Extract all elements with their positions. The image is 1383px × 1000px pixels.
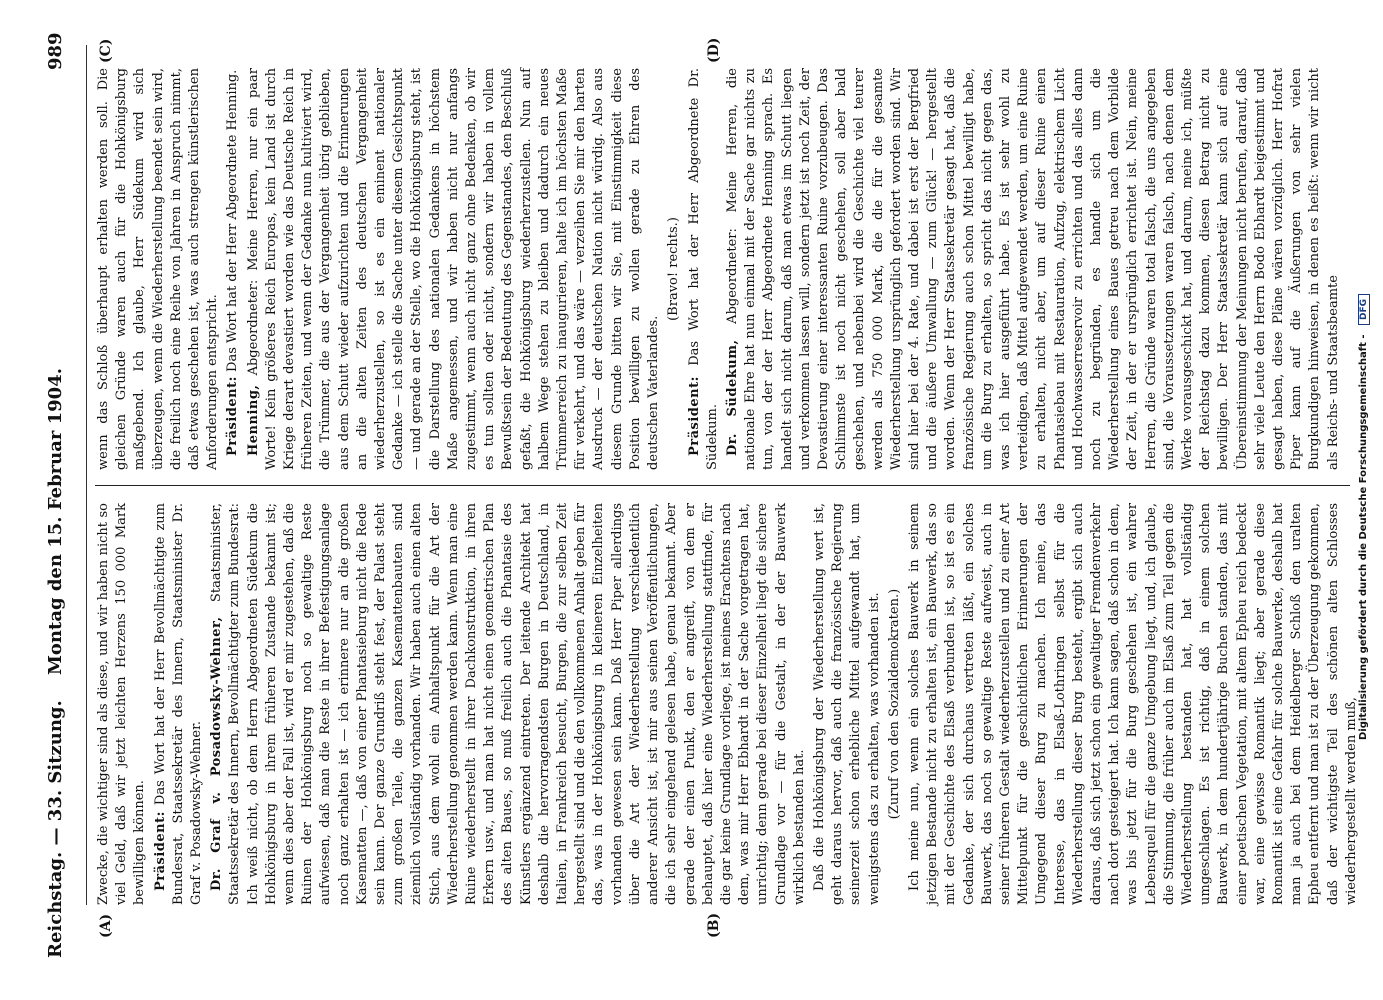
credit-text: Digitalisierung gefördert durch die Deutsche Forschungsgemeinschaft - <box>1358 334 1369 740</box>
paragraph-text: Das Wort hat der Herr Abgeordnete Henning. <box>225 69 241 372</box>
interjection: (Zuruf von den Sozialdemokraten.) <box>886 588 902 820</box>
paragraph <box>224 68 242 470</box>
speaker-name: Präsident: <box>686 376 702 456</box>
interjection: (Bravo! rechts.) <box>666 217 682 321</box>
paragraph <box>686 68 722 470</box>
digitization-credit <box>1358 40 1370 740</box>
header-date: Montag den 15. Februar 1904. <box>45 367 66 675</box>
paragraph-text: Abgeordneter: Meine Herren, nur ein paar Worte! Kein größeres Reich Europas, kein Land ist durch Kriege derart devastiert worden wie das Deutsche Reich in früheren Zeiten, und wenn der Gedanke nun kultiviert wird, die Trümmer, die aus der Vergangenheit übrig geblieben, aus dem Schutt wieder aufzurichten und die Erinnerungen an die alten Zeiten des deutschen Vergangenheit wiederherzustellen, so ist es ein eminent nationaler Gedanke — ich stelle die Sache unter diesem Gesichtspunkt — und gerade an der Stelle, wo die Hohkönigsburg steht, ist die Darstellung des nationalen Gedankens in höchstem Maße angemessen, und wir haben nicht nur anfangs zugestimmt, wenn auch nicht ganz ohne Bedenken, ob wir es tun sollten oder nicht, sondern wir haben in vollem Bewußtsein der Bedeutung des Gegenstandes, den Beschluß gefaßt, die Hohkönigsburg wiederherzustellen. Nun auf halbem Wege stehen zu bleiben und dadurch ein neues Trümmerreich zu inaugurieren, halte ich im höchsten Maße für verkehrt, und das wäre — verzeihen Sie mir den harten Ausdruck — der deutschen Nation nicht würdig. Also aus diesem Grunde bitten wir Sie, mit Einstimmigkeit diese Position bewilligen zu wollen gerade zu Ehren des deutschen Vaterlandes. <box>245 68 662 470</box>
paragraph <box>208 503 809 905</box>
margin-letter-c: (C) <box>98 38 114 63</box>
paragraph-text: Das Wort hat der Herr Abgeordnete Dr. Südekum. <box>686 68 720 470</box>
dfg-logo: DFG <box>1358 294 1370 325</box>
speaker-name: Henning, <box>245 384 261 456</box>
left-column <box>95 503 1359 905</box>
margin-letter-a: (A) <box>98 913 114 938</box>
paragraph: Ich meine nun, wenn ein solches Bauwerk in seinem jetzigen Bestande nicht zu erhalten ist, ein Bauwerk, das so mit der Geschichte des Elsaß verbunden ist, so ist es ein Gedanke, der sich durchaus vertreten läßt, ein solches Bauwerk, das noch so gewaltige Reste aufweist, auch in seiner früheren Gestalt wiederherzustellen und zu einer Art Mittelpunkt für die geschichtlichen Erinnerungen der Umgegend dieser Burg zu machen. Ich meine, das Interesse, das in Elsaß-Lothringen selbst für die Wiederherstellung dieser Burg besteht, ergibt sich auch daraus, daß sich jetzt schon ein gewaltiger Fremdenverkehr nach dort gesteigert hat. Ich kann sagen, daß schon in dem, was bis jetzt für die Burg geschehen ist, ein wahrer Lebensquell für die ganze Umgebung liegt, und, ich glaube, die Stimmung, die früher auch im Elsaß zum Teil gegen die Wiederherstellung bestanden hat, hat vollständig umgeschlagen. Es ist richtig, daß in einem solchen Bauwerk, in dem hundertjährige Buchen standen, das mit einer poetischen Vegetation, mit altem Epheu reich bedeckt war, eine gewisse Romantik liegt; aber gerade diese Romantik ist eine Gefahr für solche Bauwerke, deshalb hat man ja auch bei dem Heidelberger Schloß den uralten Epheu entfernt und man ist zu der Überzeugung gekommen, daß der wichtigste Teil des schönen alten Schlosses wiederhergestellt werden muß, <box>906 503 1359 905</box>
paragraph: Daß die Hohkönigsburg der Wiederherstellung wert ist, geht daraus hervor, daß auch die französische Regierung seinerzeit schon erhebliche Mittel aufgewandt hat, um wenigstens das zu erhalten, was vorhanden ist. <box>811 503 882 905</box>
paragraph <box>152 503 207 905</box>
speaker-name: Dr. Graf v. Posadowsky-Wehner, <box>209 616 225 891</box>
header-session: Reichstag. — 33. Sitzung. <box>45 700 66 958</box>
margin-letter-d: (D) <box>706 37 722 63</box>
margin-letter-b: (B) <box>706 912 722 938</box>
page-number: 989 <box>45 32 66 70</box>
speaker-name: Präsident: <box>225 376 241 456</box>
right-column <box>95 68 1355 470</box>
paragraph-text: Das Wort hat der Herr Bevollmächtigte zum Bundesrat, Staatssekretär des Innern, Staatsminister Dr. Graf v. Posadowsky-Wehner. <box>152 503 205 905</box>
paragraph-text: Staatsminister, Staatssekretär des Innern, Bevollmächtigter zum Bundesrat: Ich weiß nicht, ob dem Herrn Abgeordneten Südekum die Hohkönigsburg in ihrem früheren Zustande bekannt ist; wenn dies aber der Fall ist, wird er mir zugestehen, daß die Ruinen der Hohkönigsburg noch so gewaltige Reste aufwiesen, daß man die Reste in ihrer Befestigungsanlage noch ganz erhalten ist — ich erinnere nur an die großen Kasematten —, daß von einer Phantasieburg nicht die Rede sein kann. Der ganze Grundriß steht fest, der Palast steht zum großen Teile, die ganzen Kasemattenbauten sind ziemlich vollständig vorhanden. Wir haben auch einen alten Stich, aus dem wohl ein Anhaltspunkt für die Art der Wiederherstellung genommen werden kann. Wenn man eine Ruine wiederherstellt in ihrer Dachkonstruktion, in ihren Erkern usw., und man hat nicht einen geometrischen Plan des alten Baues, so muß freilich auch die Phantasie des Künstlers ergänzend eintreten. Der leitende Architekt hat deshalb die hervorragendsten Burgen in Deutschland, in Italien, in Frankreich besucht, Burgen, die zur selben Zeit hergestellt sind und die den vollkommenen Anhalt geben für das, was in der Hohkönigsburg in kleineren Einzelheiten vorhanden gewesen sein kann. Daß Herr Piper allerdings über die Art der Wiederherstellung verschiedentlich anderer Ansicht ist, ist mir aus seinen Veröffentlichungen, die ich sehr eingehend gelesen habe, genau bekannt. Aber gerade der einen Punkt, den er angreift, von dem er behauptet, daß hier eine Wiederherstellung stattfinde, für die gar keine Grundlage vorliege, ist meines Erachtens nach dem, was mir Herr Ebhardt in der Sache vorgetragen hat, unrichtig; denn gerade bei dieser Einzelheit liegt die sichere Grundlage vor — für die Gestalt, in der der Bauwerk wirklich bestanden hat. <box>209 503 807 905</box>
running-header <box>45 0 75 1000</box>
speaker-name: Dr. Südekum, <box>724 339 740 456</box>
header-rule <box>86 45 87 905</box>
paragraph <box>724 68 1343 470</box>
column-divider <box>95 485 1350 486</box>
paragraph-text: Abgeordneter: Meine Herren, die nationale Ehre hat nun einmal mit der Sache gar nichts zu tun, von der der Herr Abgeordnete Henning sprach. Es handelt sich nicht darum, daß man etwas im Schutt liegen und verkommen lassen will, sondern jetzt ist noch Zeit, der Devastierung einer interessanten Ruine vorzubeugen. Das Schlimmste ist noch nicht geschehen, soll aber bald geschehen, und nebenbei wird die Geschichte viel teurer werden als 750 000 Mark, die die für die gesamte Wiederherstellung ursprünglich gefordert worden sind. Wir sind hier bei der 4. Rate, und dabei ist erst der Bergfried und die äußere Umwallung — zum Glück! — hergestellt worden. Wenn der Herr Staatssekretär gesagt hat, daß die französische Regierung auch schon Mittel bewilligt habe, um die Burg zu erhalten, so spricht das nicht gegen das, was ich hier ausgeführt habe. Es ist sehr wohl zu verteidigen, daß Mittel aufgewendet werden, um eine Ruine zu erhalten, nicht aber, um auf dieser Ruine einen Phantasiebau mit Restauration, Aufzug, elektrischem Licht und Hochwasserreservoir zu errichten und das alles dann noch zu begründen, es handle sich um die Wiederherstellung eines Baues getreu nach dem Vorbilde der Zeit, in der er ursprünglich errichtet ist. Nein, meine Herren, die Gründe waren total falsch, die uns angegeben sind, die Voraussetzungen waren falsch, nach denen dem Werke vorausgeschickt hat, und darum, meine ich, müßte der Reichstag dazu kommen, diesen Betrag nicht zu bewilligen. Der Herr Staatssekretär kann sich auf eine Übereinstimmung der Meinungen nicht berufen, darauf, daß sehr viele Leute den Herrn Bodo Ebhardt beigestimmt und gesagt haben, diese Pläne wären vorzüglich. Herr Hofrat Piper kann auf die Äußerungen von sehr vielen Burgkundigen hinweisen, in denen es heißt: wenn wir nicht als Reichs- und Staatsbeamte <box>724 68 1341 470</box>
paragraph <box>245 68 664 470</box>
paragraph: wenn das Schloß überhaupt erhalten werden soll. Die gleichen Gründe waren auch für die Hohkönigsburg maßgebend. Ich glaube, Herr Südekum wird sich überzeugen, wenn die Wiederherstellung beendet sein wird, die freilich noch eine Reihe von Jahren in Anspruch nimmt, daß etwas geschehen ist, was auch strengen künstlerischen Anforderungen entspricht. <box>96 68 221 470</box>
paragraph: Zwecke, die wichtiger sind als diese, und wir haben nicht so viel Geld, daß wir jetzt leichten Herzens 150 000 Mark bewilligen können. <box>96 503 148 905</box>
speaker-name: Präsident: <box>152 811 168 891</box>
